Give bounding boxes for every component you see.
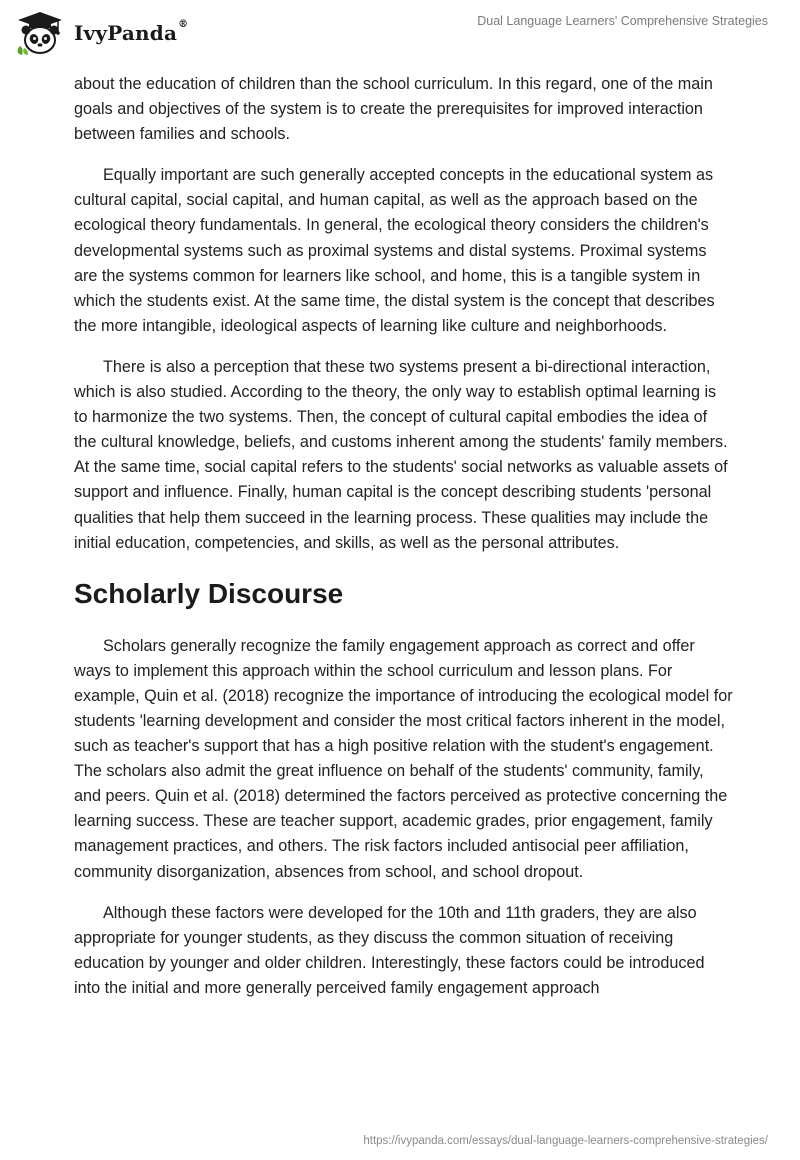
page-header bbox=[0, 0, 800, 64]
paragraph: Equally important are such generally accepted concepts in the educational system as cultural capital, social capital, and human capital, as well as the approach based on the ecological theory fundamentals. In general, the ecological theory considers the children's developmental systems such as proximal systems and distal systems. Proximal systems are the systems common for learners like school, and home, this is a tangible system in which the students exist. At the same time, the distal system is the concept that describes the more intangible, ideological aspects of learning like culture and neighborhoods. bbox=[74, 166, 715, 335]
paragraph: There is also a perception that these two systems present a bi-directional interaction, which is also studied. According to the theory, the only way to establish optimal learning is to harmonize the two systems. Then, the concept of cultural capital embodies the idea of the cultural knowledge, beliefs, and customs inherent among the students' family members. At the same time, social capital refers to the students' social networks as valuable assets of support and influence. Finally, human capital is the concept describing students 'personal qualities that help them succeed in the learning process. These qualities may include the initial education, competencies, and skills, as well as the personal attributes. bbox=[74, 357, 728, 552]
essay-content bbox=[74, 72, 734, 1017]
panda-graduate-logo-icon bbox=[14, 10, 66, 56]
brand-name: IvyPanda® bbox=[74, 19, 189, 45]
section-heading: Scholarly Discourse bbox=[74, 577, 344, 609]
paragraph-continuation: about the education of children than the school curriculum. In this regard, one of the main goals and objectives of the system is to create the prerequisites for improved interaction between families and schools. bbox=[74, 75, 713, 144]
paragraph: Scholars generally recognize the family engagement approach as correct and offer ways to implement this approach within the school curriculum and lesson plans. For example, Quin et al. (2018) recognize the importance of introducing the ecological model for students 'learning development and consider the most critical factors inherent in the model, such as teacher's support that has a high positive relation with the student's engagement. The scholars also admit the great influence on behalf of the students' community, family, and peers. Quin et al. (2018) determined the factors perceived as protective concerning the learning success. These are teacher support, academic grades, prior engagement, family management practices, and others. The risk factors included antisocial peer affiliation, community disorganization, absences from school, and school dropout. bbox=[74, 636, 733, 881]
paragraph: Although these factors were developed for the 10th and 11th graders, they are also appropriate for younger students, as they discuss the common situation of receiving education by younger and older children. Interestingly, these factors could be introduced into the initial and more generally perceived family engagement approach bbox=[74, 903, 705, 997]
source-url-link[interactable]: https://ivypanda.com/essays/dual-language-learners-comprehensive-strategies/ bbox=[363, 1135, 768, 1147]
ivypanda-logo[interactable] bbox=[14, 10, 188, 56]
document-title: Dual Language Learners' Comprehensive Strategies bbox=[477, 14, 768, 28]
